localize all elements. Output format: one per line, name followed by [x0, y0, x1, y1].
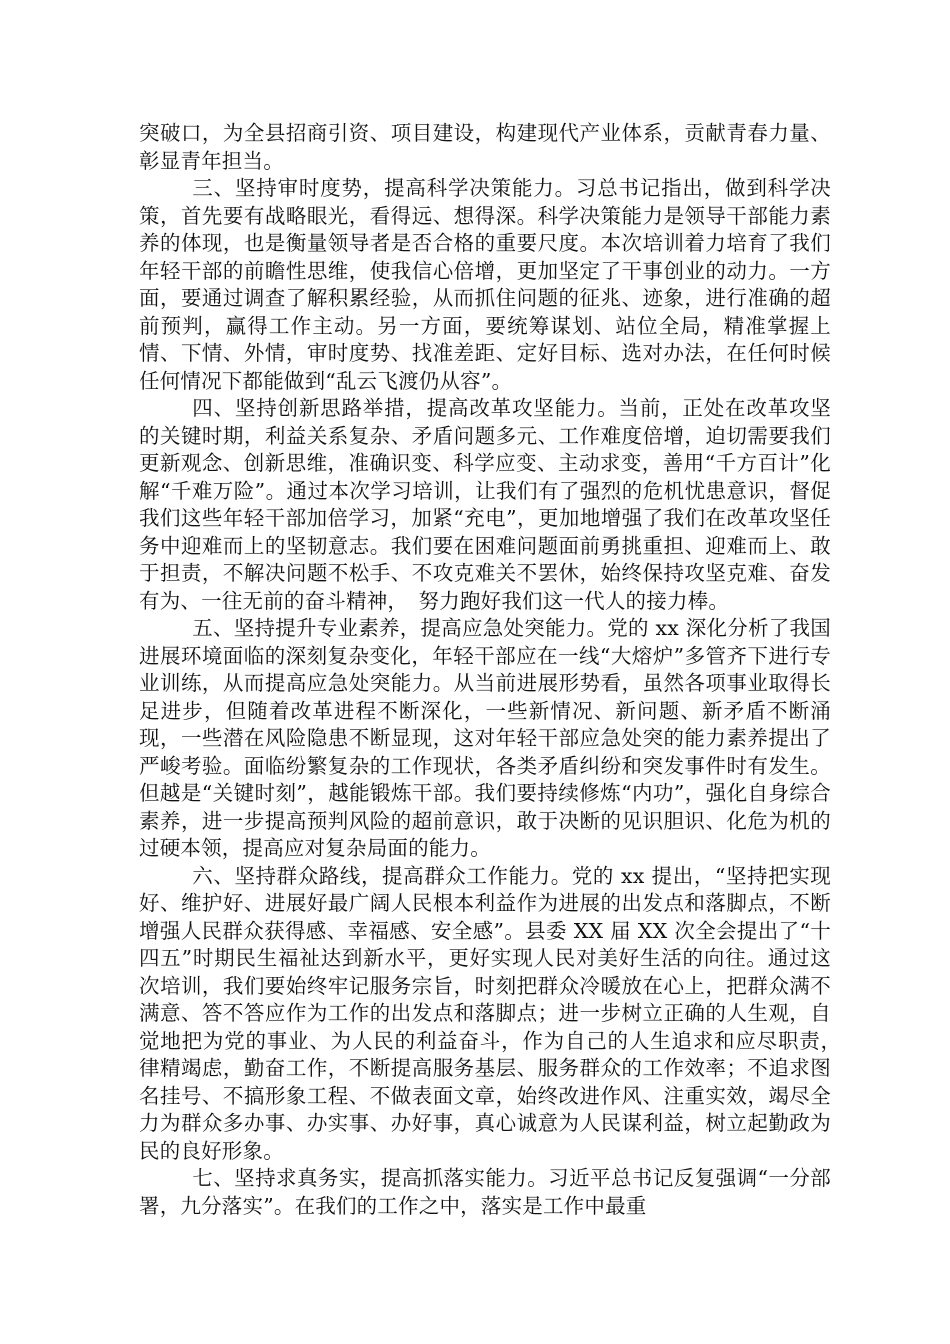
paragraph-continuation: 突破口，为全县招商引资、项目建设，构建现代产业体系，贡献青春力量、彰显青年担当。	[139, 121, 831, 173]
document-body	[139, 120, 852, 1220]
paragraph-section-5: 五、坚持提升专业素养，提高应急处突能力。党的 xx 深化分析了我国进展环境面临的深刻复杂变化，年轻干部应在一线“大熔炉”多管齐下进行专业训练，从而提高应急处突能力。从当前进展形势看，虽然各项事业取得长足进步，但随着改革进程不断深化，一些新情况、新问题、新矛盾不断涌现，一些潜在风险隐患不断显现，这对年轻干部应急处突的能力素养提出了严峻考验。面临纷繁复杂的工作现状，各类矛盾纠纷和突发事件时有发生。但越是“关键时刻”，越能锻炼干部。我们要持续修炼“内功”，强化自身综合素养，进一步提高预判风险的超前意识，敢于决断的见识胆识、化危为机的过硬本领，提高应对复杂局面的能力。	[139, 616, 831, 860]
paragraph-section-3: 三、坚持审时度势，提高科学决策能力。习总书记指出，做到科学决策，首先要有战略眼光，看得远、想得深。科学决策能力是领导干部能力素养的体现，也是衡量领导者是否合格的重要尺度。本次培训着力培育了我们年轻干部的前瞻性思维，使我信心倍增，更加坚定了干事创业的动力。一方面，要通过调查了解积累经验，从而抓住问题的征兆、迹象，进行准确的超前预判，赢得工作主动。另一方面，要统筹谋划、站位全局，精准掌握上情、下情、外情，审时度势、找准差距、定好目标、选对办法，在任何时候任何情况下都能做到“乱云飞渡仍从容”。	[139, 176, 831, 393]
paragraph-section-6: 六、坚持群众路线，提高群众工作能力。党的 xx 提出，“坚持把实现好、维护好、进展好最广阔人民根本利益作为进展的出发点和落脚点，不断增强人民群众获得感、幸福感、安全感”。县委 XX 届 XX 次全会提出了“十四五”时期民生福祉达到新水平，更好实现人民对美好生活的向往。通过这次培训，我们要始终牢记服务宗旨，时刻把群众冷暖放在心上，把群众满不满意、答不答应作为工作的出发点和落脚点；进一步树立正确的人生观，自觉地把为党的事业、为人民的利益奋斗，作为自己的人生追求和应尽职责， 律精竭虑，勤奋工作，不断提高服务基层、服务群众的工作效率；不追求图名挂号、不搞形象工程、不做表面文章，始终改进作风、注重实效，竭尽全力为群众多办事、办实事、办好事，真心诚意为人民谋利益，树立起勤政为民的良好形象。	[139, 863, 852, 1163]
paragraph-section-7: 七、坚持求真务实，提高抓落实能力。习近平总书记反复强调“一分部署，九分落实”。在我们的工作之中，落实是工作中最重	[139, 1166, 831, 1218]
paragraph-section-4: 四、坚持创新思路举措，提高改革攻坚能力。当前，正处在改革攻坚的关键时期，利益关系复杂、矛盾问题多元、工作难度倍增，迫切需要我们更新观念、创新思维，准确识变、科学应变、主动求变，善用“千方百计”化解“千难万险”。通过本次学习培训，让我们有了强烈的危机忧患意识，督促我们这些年轻干部加倍学习，加紧“充电”，更加地增强了我们在改革攻坚任务中迎难而上的坚韧意志。我们要在困难问题面前勇挑重担、迎难而上、敢于担责，不解决问题不松手、不攻克难关不罢休，始终保持攻坚克难、奋发有为、一往无前的奋斗精神， 努力跑好我们这一代人的接力棒。	[139, 396, 831, 613]
